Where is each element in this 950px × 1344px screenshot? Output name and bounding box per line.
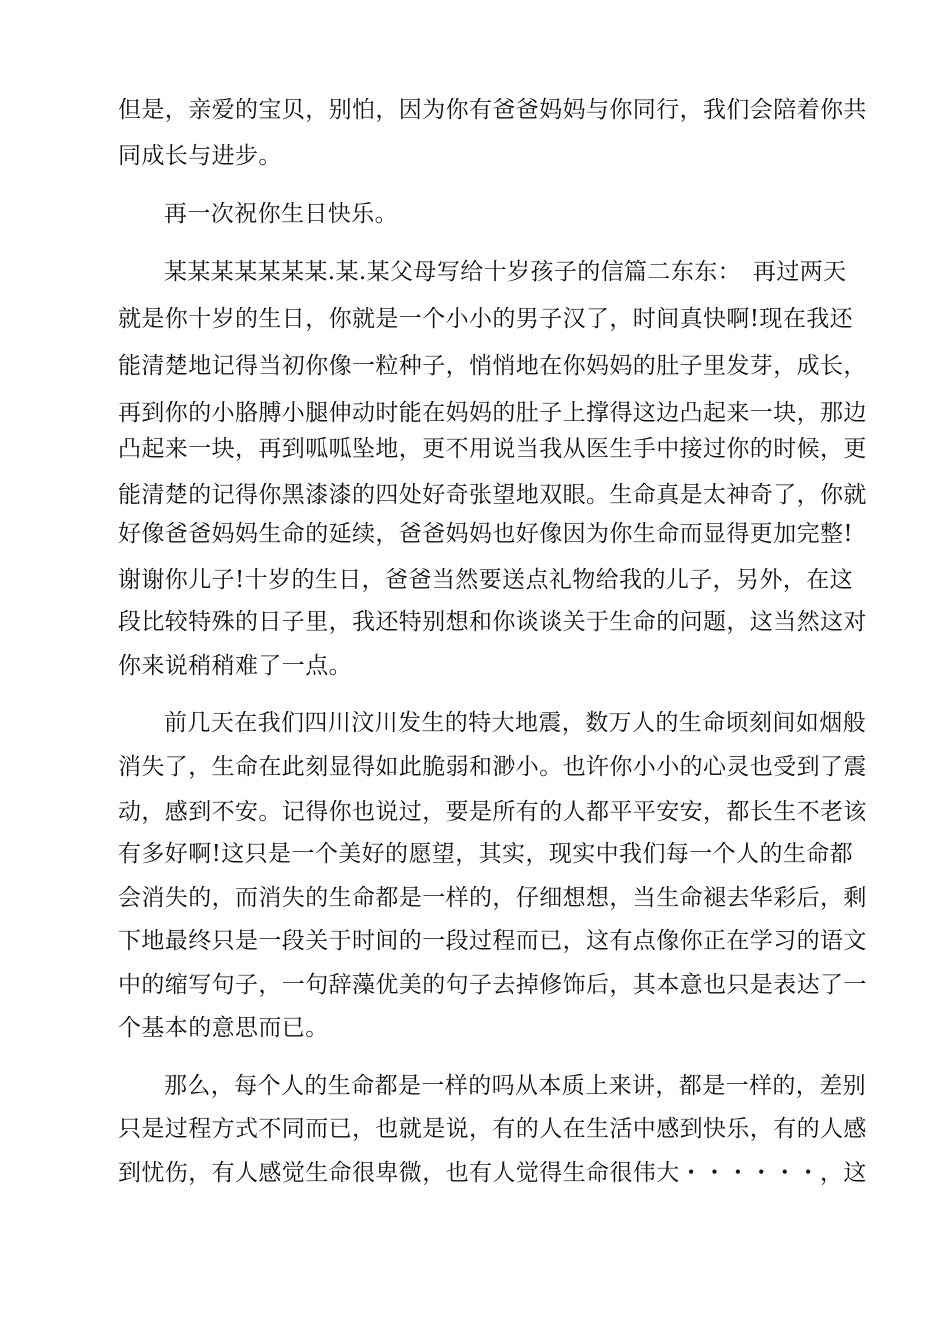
text-line: 动，感到不安。记得你也说过，要是所有的人都平平安安，都长生不老该	[118, 799, 867, 825]
text-line: 那么，每个人的生命都是一样的吗从本质上来讲，都是一样的，差别	[164, 1073, 866, 1099]
text-line: 到忧伤，有人感觉生命很卑微，也有人觉得生命很伟大・・・・・・，这	[118, 1160, 867, 1186]
text-line: 再一次祝你生日快乐。	[164, 201, 398, 227]
text-line: 只是过程方式不同而已，也就是说，有的人在生活中感到快乐，有的人感	[118, 1116, 867, 1142]
text-line: 再到你的小胳膊小腿伸动时能在妈妈的肚子上撑得这边凸起来一块，那边	[118, 400, 867, 426]
text-line: 消失了，生命在此刻显得如此脆弱和渺小。也许你小小的心灵也受到了震	[118, 754, 867, 780]
text-line: 个基本的意思而已。	[118, 1015, 329, 1041]
text-line: 能清楚的记得你黑漆漆的四处好奇张望地双眼。生命真是太神奇了，你就	[118, 482, 867, 508]
text-line: 但是，亲爱的宝贝，别怕，因为你有爸爸妈妈与你同行，我们会陪着你共	[118, 97, 867, 123]
text-line: 就是你十岁的生日，你就是一个小小的男子汉了，时间真快啊!现在我还	[118, 306, 854, 332]
text-line: 有多好啊!这只是一个美好的愿望，其实，现实中我们每一个人的生命都	[118, 841, 854, 867]
text-line: 你来说稍稍难了一点。	[118, 653, 352, 679]
text-line: 谢谢你儿子!十岁的生日，爸爸当然要送点礼物给我的儿子，另外，在这	[118, 567, 854, 593]
text-line: 好像爸爸妈妈生命的延续，爸爸妈妈也好像因为你生命而显得更加完整!	[118, 521, 854, 547]
text-line: 段比较特殊的日子里，我还特别想和你谈谈关于生命的问题，这当然这对	[118, 609, 867, 635]
text-line: 中的缩写句子，一句辞藻优美的句子去掉修饰后，其本意也只是表达了一	[118, 972, 867, 998]
text-line: 能清楚地记得当初你像一粒种子，悄悄地在你妈妈的肚子里发芽，成长，	[118, 353, 867, 379]
text-line: 会消失的，而消失的生命都是一样的，仔细想想，当生命褪去华彩后，剩	[118, 885, 867, 911]
text-line: 前几天在我们四川汶川发生的特大地震，数万人的生命顷刻间如烟般	[164, 710, 866, 736]
text-line: 某某某某某某某.某.某父母写给十岁孩子的信篇二东东： 再过两天	[164, 259, 847, 285]
text-line: 同成长与进步。	[118, 143, 282, 169]
text-line: 下地最终只是一段关于时间的一段过程而已，这有点像你正在学习的语文	[118, 928, 867, 954]
text-line: 凸起来一块，再到呱呱坠地，更不用说当我从医生手中接过你的时候，更	[118, 436, 867, 462]
